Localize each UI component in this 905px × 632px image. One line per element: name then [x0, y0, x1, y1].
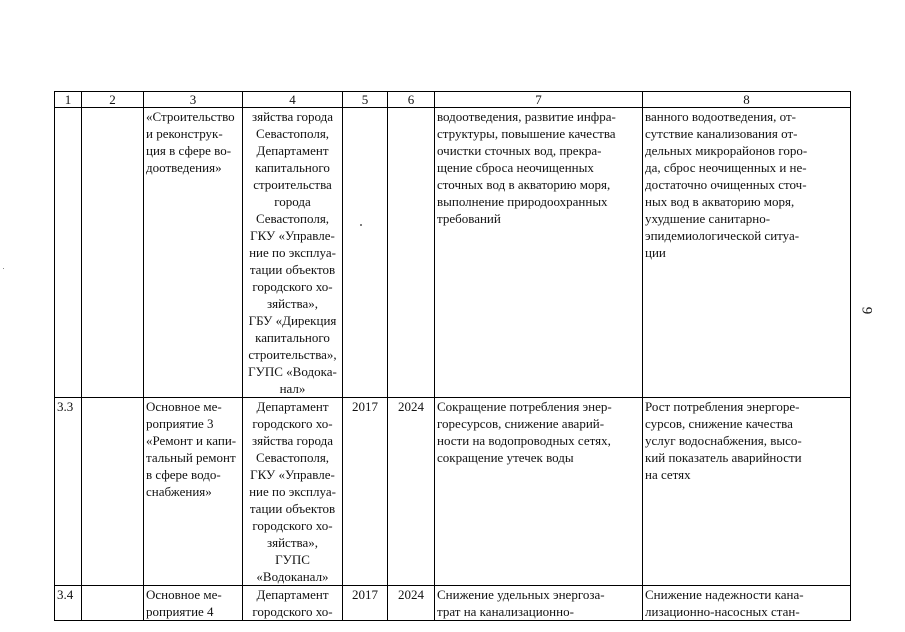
- start-year-cell: 2017: [343, 398, 388, 586]
- table-row: [55, 108, 851, 398]
- end-year-cell: [388, 108, 435, 398]
- page-number: 9: [858, 306, 875, 315]
- expected-result-cell: Сокращение потребления энер- горесурсов, снижение аварий- ности на водопроводных сетях, сокращение утечек воды: [435, 398, 643, 586]
- activity-name-cell: «Строительство и реконструк- ция в сфере во- доотведения»: [144, 108, 243, 398]
- end-year-cell: 2024: [388, 398, 435, 586]
- table-row: [55, 398, 851, 586]
- expected-result-cell: водоотведения, развитие инфра- структуры, повышение качества очистки сточных вод, прекра- щение сброса неочищенных сточных вод в акваторию моря, выполнение природоохранных требований: [435, 108, 643, 398]
- consequences-cell: Снижение надежности кана- лизационно-насосных стан-: [643, 586, 851, 621]
- cell: [82, 398, 144, 586]
- end-year-cell: 2024: [388, 586, 435, 621]
- cell: [82, 108, 144, 398]
- consequences-cell: Рост потребления энергоре- сурсов, снижение качества услуг водоснабжения, высо- кий показатель аварийности на сетях: [643, 398, 851, 586]
- document-table: [54, 91, 851, 621]
- consequences-cell: ванного водоотведения, от- сутствие канализования от- дельных микрорайонов горо- да, сброс неочищенных и не- достаточно очищенных сточ- ных вод в акваторию моря, ухудшение санитарно- эпидемиологической ситуа- ции: [643, 108, 851, 398]
- table-row: [55, 586, 851, 621]
- expected-result-cell: Снижение удельных энергоза- трат на канализационно-: [435, 586, 643, 621]
- column-number: 5: [343, 92, 388, 108]
- row-number-cell: [55, 108, 82, 398]
- activity-name-cell: Основное ме- роприятие 3 «Ремонт и капи- тальный ремонт в сфере водо- снабжения»: [144, 398, 243, 586]
- scan-speck: [3, 268, 4, 269]
- start-year-cell: [343, 108, 388, 398]
- column-number: 7: [435, 92, 643, 108]
- table-header-row: [55, 92, 851, 108]
- column-number: 8: [643, 92, 851, 108]
- activity-name-cell: Основное ме- роприятие 4: [144, 586, 243, 621]
- column-number: 6: [388, 92, 435, 108]
- column-number: 4: [243, 92, 343, 108]
- responsible-cell: Департамент городского хо-: [243, 586, 343, 621]
- column-number: 1: [55, 92, 82, 108]
- responsible-cell: Департамент городского хо- зяйства города Севастополя, ГКУ «Управле- ние по эксплуа- тации объектов городского хо- зяйства», ГУПС «Водоканал»: [243, 398, 343, 586]
- responsible-cell: зяйства города Севастополя, Департамент капитального строительства города Севастополя, ГКУ «Управле- ние по эксплуа- тации объектов городского хо- зяйства», ГБУ «Дирекция капитального строительства», ГУПС «Водока- нал»: [243, 108, 343, 398]
- start-year-cell: 2017: [343, 586, 388, 621]
- column-number: 2: [82, 92, 144, 108]
- row-number-cell: 3.3: [55, 398, 82, 586]
- row-number-cell: 3.4: [55, 586, 82, 621]
- column-number: 3: [144, 92, 243, 108]
- cell: [82, 586, 144, 621]
